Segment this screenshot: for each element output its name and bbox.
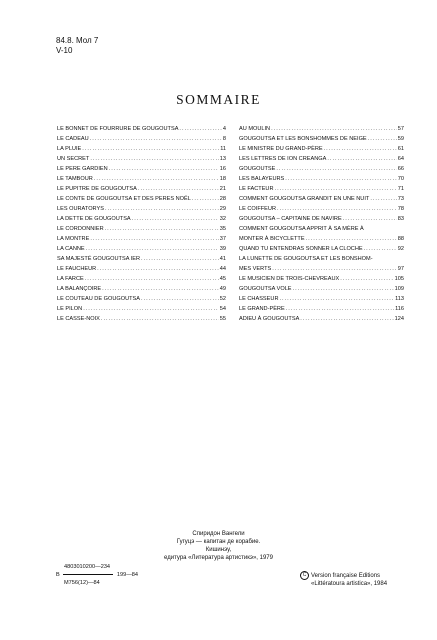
contents-entry <box>239 214 404 224</box>
credits-author: Спиридон Вангели <box>192 531 245 537</box>
entry-page-number: 70 <box>397 176 404 182</box>
entry-title: LA DETTE DE GOUGOUTSA <box>57 216 131 222</box>
entry-page-number: 29 <box>219 206 226 212</box>
entry-title: LE MINISTRE DU GRAND-PÈRE <box>239 146 323 152</box>
entry-page-number: 41 <box>219 256 226 262</box>
entry-title: LE CORDONNIER <box>57 226 104 232</box>
contents-entry <box>57 304 226 314</box>
entry-page-number: 92 <box>397 246 404 252</box>
entry-title: LE PUPITRE DE GOUGOUTSA <box>57 186 137 192</box>
entry-title: LE MUSICIEN DE TROIS-CHEVREAUX <box>239 276 340 282</box>
code-prefix: В <box>56 572 60 578</box>
entry-title: LA PLUIE <box>57 146 82 152</box>
contents-entry <box>57 184 226 194</box>
leader-dots <box>86 244 219 254</box>
catalog-code <box>56 36 98 56</box>
entry-title: QUAND TU ENTENDRAS SONNER LA CLOCHE <box>239 246 363 252</box>
leader-dots <box>276 164 396 174</box>
entry-page-number: 49 <box>219 286 226 292</box>
entry-title: UN SECRET <box>57 156 90 162</box>
contents-entry <box>239 264 404 274</box>
contents-entry <box>239 144 404 154</box>
leader-dots <box>324 144 397 154</box>
entry-title: SA MAJESTÉ GOUGOUTSA IER <box>57 256 140 262</box>
leader-dots <box>83 304 219 314</box>
contents-entry <box>239 194 404 204</box>
entry-title: LE PERE GARDIEN <box>57 166 108 172</box>
publication-codes <box>56 563 138 587</box>
leader-dots <box>141 254 219 264</box>
entry-title: LE CONTE DE GOUGOUTSA ET DES PERES NOËL <box>57 196 191 202</box>
leader-dots <box>370 194 396 204</box>
leader-dots <box>85 274 219 284</box>
leader-dots <box>285 174 396 184</box>
code-number: 4803010200—234 <box>64 564 111 570</box>
entry-title: LES LETTRES DE ION CREANGA <box>239 156 327 162</box>
entry-title: LE PILON <box>57 306 83 312</box>
contents-entry <box>57 244 226 254</box>
contents-entry <box>57 264 226 274</box>
entry-page-number: 44 <box>219 266 226 272</box>
code-mid: 199—84 <box>116 572 139 578</box>
contents-entry <box>57 294 226 304</box>
contents-entry <box>239 164 404 174</box>
entry-title: GOUGOUTSA ET LES BONSHOMMES DE NEIGE <box>239 136 367 142</box>
code-line-2 <box>56 571 138 579</box>
contents-entry <box>57 164 226 174</box>
entry-page-number: 35 <box>219 226 226 232</box>
leader-dots <box>368 134 397 144</box>
entry-page-number: 83 <box>397 216 404 222</box>
entry-title: COMMENT GOUGOUTSA APPRIT À SA MÈRE À <box>239 226 364 232</box>
leader-dots <box>340 274 393 284</box>
copyright-notice <box>300 571 387 588</box>
entry-page-number: 64 <box>397 156 404 162</box>
entry-page-number: 59 <box>397 136 404 142</box>
entry-title: LA MONTRE <box>57 236 90 242</box>
contents-entry <box>57 204 226 214</box>
contents-entry <box>57 124 226 134</box>
contents-entry <box>57 214 226 224</box>
leader-dots <box>179 124 221 134</box>
contents-entry <box>239 124 404 134</box>
entry-title: LE COIFFEUR <box>239 206 276 212</box>
entry-page-number: 113 <box>395 296 404 302</box>
contents-entry <box>239 134 404 144</box>
leader-dots <box>132 214 219 224</box>
leader-dots <box>279 294 394 304</box>
copyright-icon: C <box>300 571 309 580</box>
entry-title: LA BALANÇOIRE <box>57 286 102 292</box>
credits-publisher: едитура «Литература артистикэ», 1979 <box>164 555 273 561</box>
code-fraction-bar <box>63 574 113 575</box>
contents-entry <box>57 194 226 204</box>
entry-page-number: 88 <box>397 236 404 242</box>
entry-page-number: 105 <box>394 276 404 282</box>
entry-page-number: 11 <box>220 146 226 152</box>
leader-dots <box>300 314 393 324</box>
entry-title: GOUGOUTSA – CAPITAINE DE NAVIRE <box>239 216 342 222</box>
leader-dots <box>94 174 219 184</box>
publication-credits <box>0 530 437 562</box>
contents-entry <box>239 174 404 184</box>
contents-entry <box>57 234 226 244</box>
contents-entry <box>239 244 404 254</box>
entry-page-number: 73 <box>397 196 404 202</box>
entry-title: AU MOULIN <box>239 126 271 132</box>
entry-page-number: 4 <box>222 126 226 132</box>
contents-entry <box>239 234 404 244</box>
entry-page-number: 55 <box>219 316 226 322</box>
leader-dots <box>271 124 397 134</box>
entry-title: LE FAUCHEUR <box>57 266 97 272</box>
copyright-line-1 <box>300 571 387 580</box>
entry-title: ADIEU À GOUGOUTSA <box>239 316 300 322</box>
entry-title: LE CASSE-NOIX <box>57 316 100 322</box>
leader-dots <box>327 154 396 164</box>
contents-entry <box>239 294 404 304</box>
contents-entry <box>239 314 404 324</box>
entry-page-number: 61 <box>397 146 404 152</box>
entry-page-number: 54 <box>219 306 226 312</box>
code-line-3 <box>56 579 138 587</box>
leader-dots <box>101 314 219 324</box>
entry-page-number: 32 <box>219 216 226 222</box>
entry-title: LA LUNETTE DE GOUGOUTSA ET LES BONSHOM- <box>239 256 373 262</box>
entry-title: LES BALAYEURS <box>239 176 285 182</box>
entry-title: LE CHASSEUR <box>239 296 279 302</box>
leader-dots <box>364 244 397 254</box>
entry-page-number: 16 <box>219 166 226 172</box>
entry-title: MONTER À BICYCLETTE <box>239 236 305 242</box>
entry-page-number: 45 <box>219 276 226 282</box>
code-line-1 <box>56 563 138 571</box>
contents-right-column <box>239 124 404 324</box>
leader-dots <box>138 184 219 194</box>
page-title: SOMMAIRE <box>176 92 261 107</box>
contents-entry <box>57 224 226 234</box>
entry-page-number: 124 <box>394 316 404 322</box>
entry-title: MES VERTS <box>239 266 272 272</box>
contents-entry <box>57 284 226 294</box>
leader-dots <box>272 264 397 274</box>
entry-title: GOUGOUTSA VOLE <box>239 286 292 292</box>
catalog-code-line-2: V-10 <box>56 46 73 55</box>
entry-page-number: 97 <box>397 266 404 272</box>
entry-title: LE COUTEAU DE GOUGOUTSA <box>57 296 140 302</box>
leader-dots <box>105 224 219 234</box>
entry-title: LE TAMBOUR <box>57 176 93 182</box>
contents-entry <box>239 274 404 284</box>
contents-entry <box>57 254 226 264</box>
leader-dots <box>343 214 397 224</box>
leader-dots <box>97 264 219 274</box>
contents-entry <box>239 204 404 214</box>
contents-entry <box>57 314 226 324</box>
entry-title: COMMENT GOUGOUTSA GRANDIT EN UNE NUIT <box>239 196 370 202</box>
contents-left-column <box>57 124 226 324</box>
contents-entry <box>239 304 404 314</box>
credits-city: Кишинэу, <box>205 547 232 553</box>
entry-title: GOUGOUTSE <box>239 166 276 172</box>
entry-page-number: 116 <box>395 306 404 312</box>
contents-entry <box>239 224 404 234</box>
catalog-code-line-1: 84.8. Мол 7 <box>56 36 99 45</box>
contents-entry <box>239 284 404 294</box>
leader-dots <box>90 234 218 244</box>
entry-page-number: 8 <box>222 136 226 142</box>
contents-entry <box>57 134 226 144</box>
entry-page-number: 57 <box>397 126 404 132</box>
entry-page-number: 21 <box>219 186 226 192</box>
copyright-line-2: «Littératoura artistica», 1984 <box>311 581 388 588</box>
leader-dots <box>192 194 219 204</box>
entry-title: LE BONNET DE FOURRURE DE GOUGOUTSA <box>57 126 179 132</box>
leader-dots <box>275 184 397 194</box>
contents-entry <box>57 274 226 284</box>
entry-title: LA CANNE <box>57 246 85 252</box>
leader-dots <box>286 304 394 314</box>
entry-page-number: 39 <box>219 246 226 252</box>
contents-entry <box>57 154 226 164</box>
entry-page-number: 13 <box>219 156 226 162</box>
entry-title: LE GRAND-PÈRE <box>239 306 285 312</box>
code-number-2: М756(12)—84 <box>64 580 100 586</box>
contents-entry <box>57 174 226 184</box>
leader-dots <box>306 234 397 244</box>
entry-title: LE FACTEUR <box>239 186 274 192</box>
leader-dots <box>293 284 394 294</box>
leader-dots <box>102 284 219 294</box>
contents-entry <box>57 144 226 154</box>
entry-title: LES OURATORYS <box>57 206 104 212</box>
contents-entry <box>239 254 404 264</box>
leader-dots <box>141 294 219 304</box>
entry-page-number: 37 <box>219 236 226 242</box>
entry-title: LE CADEAU <box>57 136 89 142</box>
leader-dots <box>277 204 397 214</box>
contents-entry <box>239 154 404 164</box>
entry-page-number: 109 <box>394 286 404 292</box>
entry-page-number: 18 <box>219 176 226 182</box>
entry-page-number: 28 <box>219 196 226 202</box>
entry-page-number: 78 <box>397 206 404 212</box>
leader-dots <box>90 154 218 164</box>
leader-dots <box>90 134 222 144</box>
leader-dots <box>105 204 219 214</box>
entry-page-number: 52 <box>219 296 226 302</box>
leader-dots <box>109 164 219 174</box>
entry-page-number: 66 <box>397 166 404 172</box>
leader-dots <box>82 144 219 154</box>
contents-entry <box>239 184 404 194</box>
entry-title: LA FARCE <box>57 276 84 282</box>
copyright-text-1: Version française Editions <box>311 573 381 580</box>
credits-title: Гугуцэ — капитан де корабие. <box>176 539 261 545</box>
entry-page-number: 71 <box>397 186 404 192</box>
